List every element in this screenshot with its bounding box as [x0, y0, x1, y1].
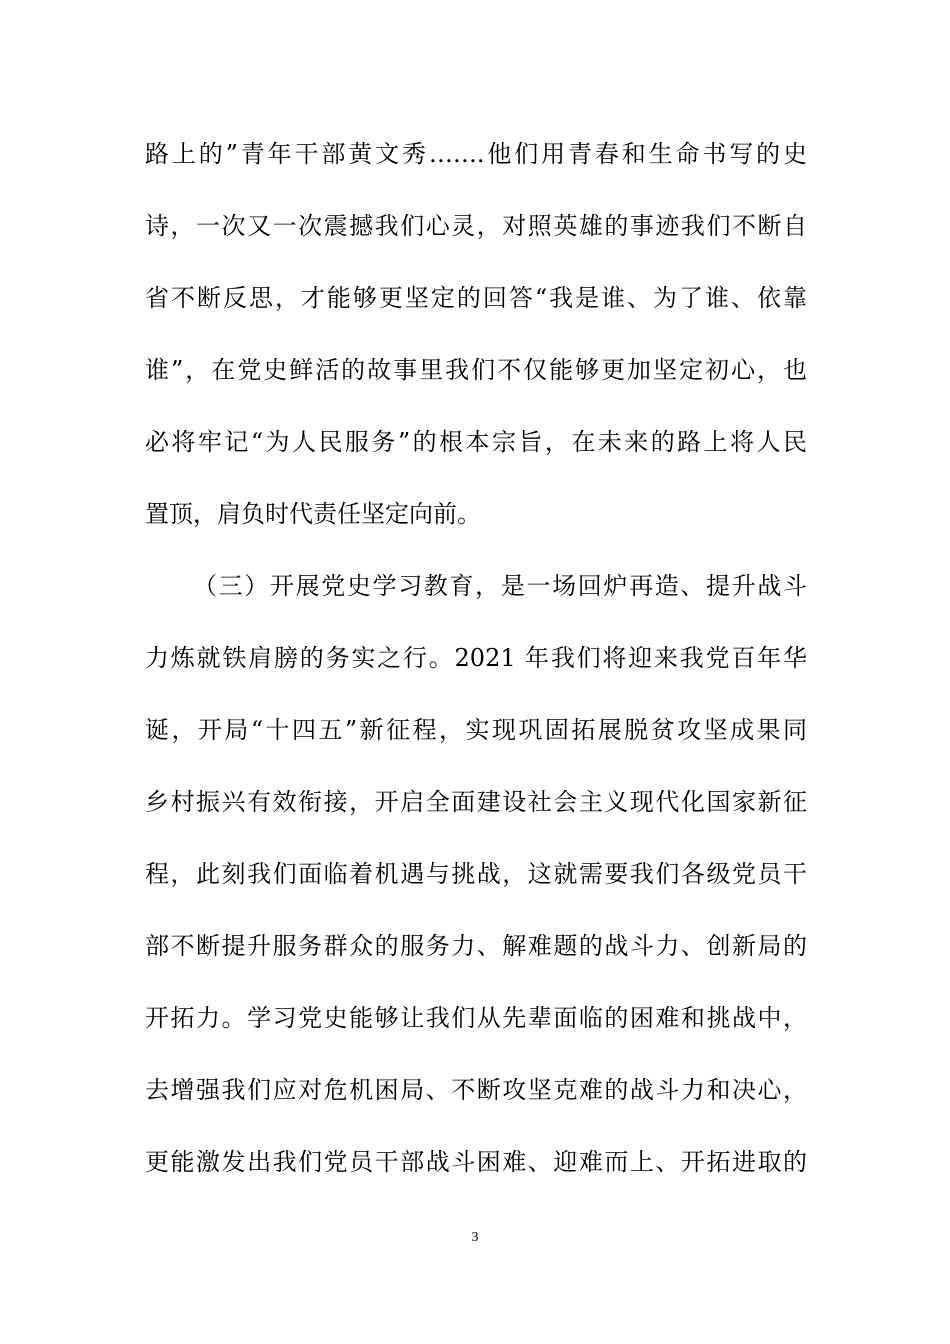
- page-number: 3: [471, 1230, 479, 1245]
- body-text-line: 省不断反思，才能够更坚定的回答“我是谁、为了谁、依靠: [145, 284, 807, 312]
- body-text-line: 乡村振兴有效衔接，开启全面建设社会主义现代化国家新征: [145, 788, 807, 816]
- body-text-line: 置顶，肩负时代责任坚定向前。: [145, 500, 481, 528]
- body-text-line: 必将牢记“为人民服务”的根本宗旨，在未来的路上将人民: [145, 428, 807, 456]
- body-text-line: 诗，一次又一次震撼我们心灵，对照英雄的事迹我们不断自: [145, 212, 807, 240]
- body-text-line: 谁”，在党史鲜活的故事里我们不仅能够更加坚定初心，也: [145, 356, 807, 384]
- body-text-line: 开拓力。学习党史能够让我们从先辈面临的困难和挑战中，: [145, 1004, 807, 1032]
- body-text-line: 更能激发出我们党员干部战斗困难、迎难而上、开拓进取的: [145, 1148, 807, 1176]
- body-text-line: 去增强我们应对危机困局、不断攻坚克难的战斗力和决心，: [145, 1076, 807, 1104]
- body-text-line: 部不断提升服务群众的服务力、解难题的战斗力、创新局的: [145, 932, 807, 960]
- body-text-line: 诞，开局“十四五”新征程，实现巩固拓展脱贫攻坚成果同: [145, 716, 807, 744]
- section-heading-line: （三）开展党史学习教育，是一场回炉再造、提升战斗: [193, 572, 807, 600]
- body-text-line: 力炼就铁肩膀的务实之行。2021 年我们将迎来我党百年华: [145, 644, 807, 672]
- body-text-line: 程，此刻我们面临着机遇与挑战，这就需要我们各级党员干: [145, 860, 807, 888]
- body-text-line: 路上的”青年干部黄文秀…….他们用青春和生命书写的史: [145, 140, 807, 168]
